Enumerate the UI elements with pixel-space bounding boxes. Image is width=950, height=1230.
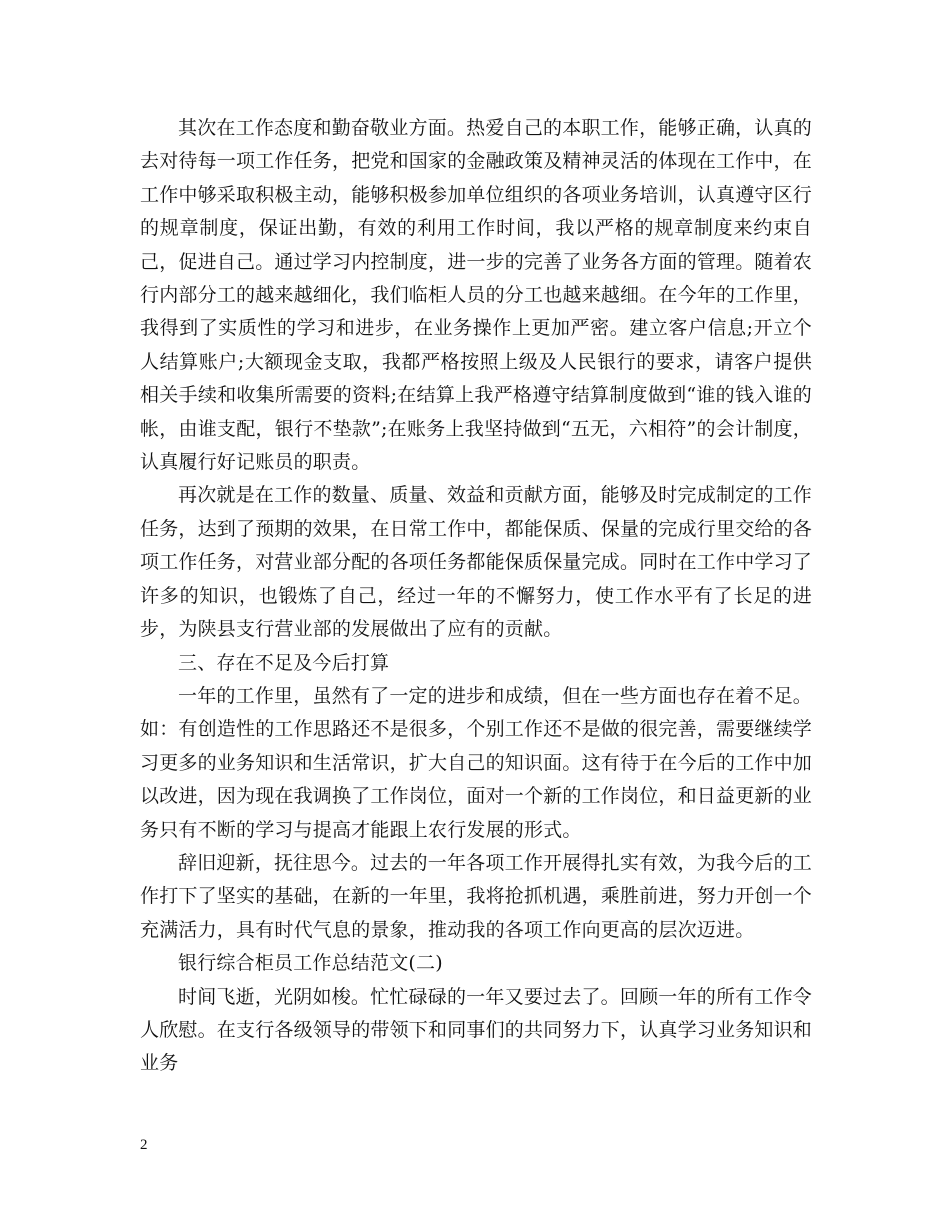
document-body <box>140 112 812 1081</box>
paragraph-outlook: 辞旧迎新，抚往思今。过去的一年各项工作开展得扎实有效，为我今后的工作打下了坚实的基础，在新的一年里，我将抢抓机遇，乘胜前进，努力开创一个充满活力，具有时代气息的景象，推动我的各项工作向更高的层次迈进。 <box>140 851 813 941</box>
paragraph-sample-two-intro: 时间飞逝，光阴如梭。忙忙碌碌的一年又要过去了。回顾一年的所有工作令人欣慰。在支行各级领导的带领下和同事们的共同努力下，认真学习业务知识和业务 <box>140 985 813 1075</box>
paragraph-work-quality: 再次就是在工作的数量、质量、效益和贡献方面，能够及时完成制定的工作任务，达到了预期的效果，在日常工作中，都能保质、保量的完成行里交给的各项工作任务，对营业部分配的各项任务都能保质保量完成。同时在工作中学习了许多的知识，也锻炼了自己，经过一年的不懈努力，使工作水平有了长足的进步，为陕县支行营业部的发展做出了应有的贡献。 <box>140 484 813 641</box>
paragraph-shortcomings: 一年的工作里，虽然有了一定的进步和成绩，但在一些方面也存在着不足。如：有创造性的工作思路还不是很多，个别工作还不是做的很完善，需要继续学习更多的业务知识和生活常识，扩大自己的知识面。这有待于在今后的工作中加以改进，因为现在我调换了工作岗位，面对一个新的工作岗位，和日益更新的业务只有不断的学习与提高才能跟上农行发展的形式。 <box>140 684 813 841</box>
section-heading-shortcomings: 三、存在不足及今后打算 <box>178 651 390 674</box>
paragraph-work-attitude: 其次在工作态度和勤奋敬业方面。热爱自己的本职工作，能够正确，认真的去对待每一项工作任务，把党和国家的金融政策及精神灵活的体现在工作中，在工作中够采取积极主动，能够积极参加单位组织的各项业务培训，认真遵守区行的规章制度，保证出勤，有效的利用工作时间，我以严格的规章制度来约束自己，促进自己。通过学习内控制度，进一步的完善了业务各方面的管理。随着农行内部分工的越来越细化，我们临柜人员的分工也越来越细。在今年的工作里，我得到了实质性的学习和进步，在业务操作上更加严密。建立客户信息;开立个人结算账户;大额现金支取，我都严格按照上级及人民银行的要求，请客户提供相关手续和收集所需要的资料;在结算上我严格遵守结算制度做到“谁的钱入谁的帐，由谁支配，银行不垫款”;在账务上我坚持做到“五无，六相符”的会计制度，认真履行好记账员的职责。 <box>140 117 813 474</box>
page-number: 2 <box>140 1137 148 1153</box>
section-heading-sample-two: 银行综合柜员工作总结范文(二) <box>178 952 443 975</box>
